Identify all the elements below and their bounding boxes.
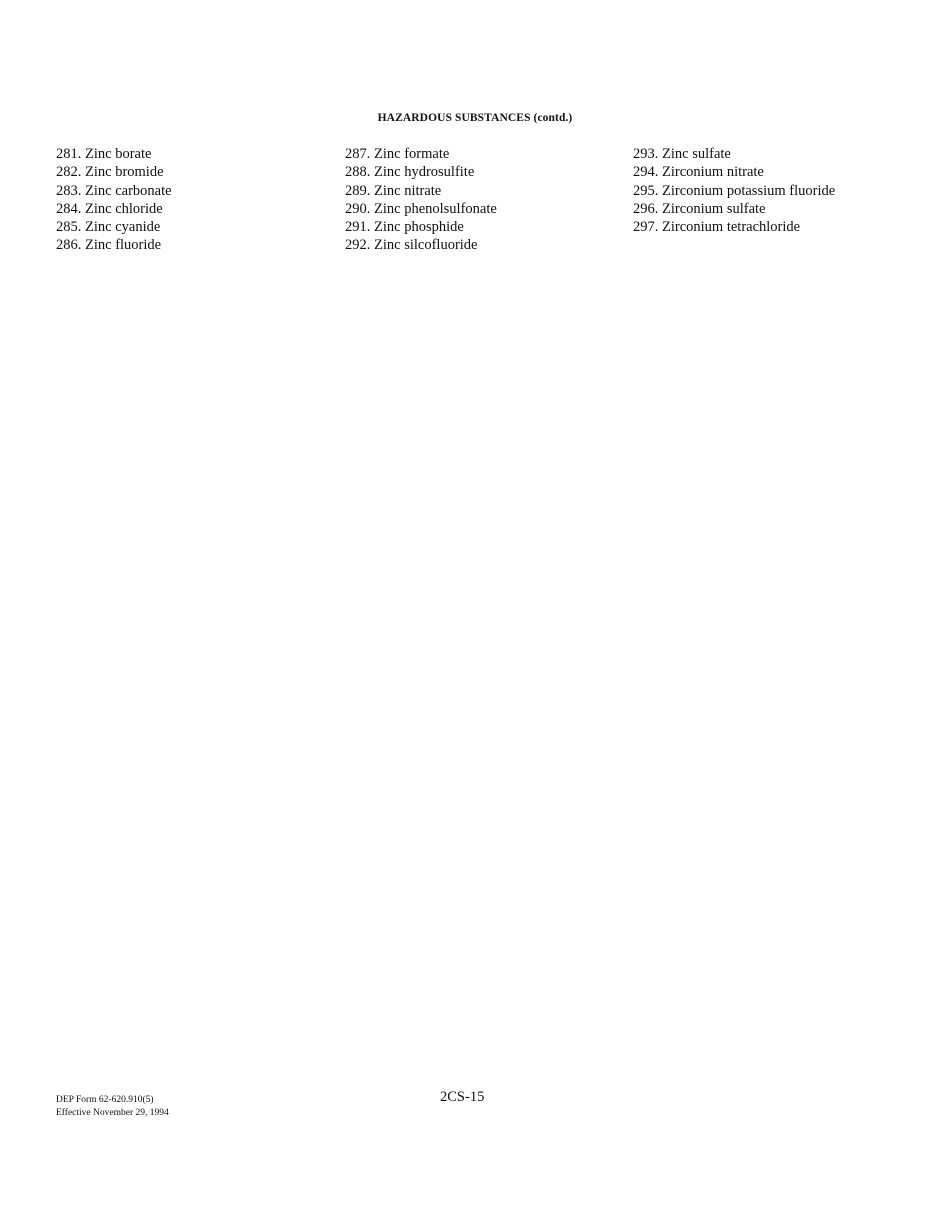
list-item: 294. Zirconium nitrate bbox=[633, 164, 764, 181]
list-item: 286. Zinc fluoride bbox=[56, 237, 162, 254]
list-item: 282. Zinc bromide bbox=[56, 164, 164, 181]
list-item: 285. Zinc cyanide bbox=[56, 219, 161, 236]
list-item: 288. Zinc hydrosulfite bbox=[345, 164, 475, 181]
substance-column-1 bbox=[56, 145, 172, 255]
list-item: 281. Zinc borate bbox=[56, 146, 152, 162]
list-item: 292. Zinc silcofluoride bbox=[345, 237, 478, 254]
page-title: HAZARDOUS SUBSTANCES (contd.) bbox=[377, 112, 573, 124]
list-item: 291. Zinc phosphide bbox=[345, 219, 464, 236]
effective-date: Effective November 29, 1994 bbox=[56, 1107, 169, 1118]
page-number: 2CS-15 bbox=[440, 1089, 485, 1105]
list-item: 287. Zinc formate bbox=[345, 146, 450, 162]
list-item: 293. Zinc sulfate bbox=[633, 146, 731, 162]
list-item: 289. Zinc nitrate bbox=[345, 182, 442, 199]
substance-column-3 bbox=[633, 145, 835, 236]
substance-column-2 bbox=[345, 145, 497, 255]
list-item: 290. Zinc phenolsulfonate bbox=[345, 200, 497, 217]
list-item: 297. Zirconium tetrachloride bbox=[633, 219, 801, 236]
form-number: DEP Form 62-620.910(5) bbox=[56, 1095, 154, 1105]
list-item: 295. Zirconium potassium fluoride bbox=[633, 182, 836, 199]
list-item: 283. Zinc carbonate bbox=[56, 182, 172, 199]
form-info bbox=[56, 1094, 169, 1119]
list-item: 284. Zinc chloride bbox=[56, 200, 163, 217]
list-item: 296. Zirconium sulfate bbox=[633, 200, 766, 217]
